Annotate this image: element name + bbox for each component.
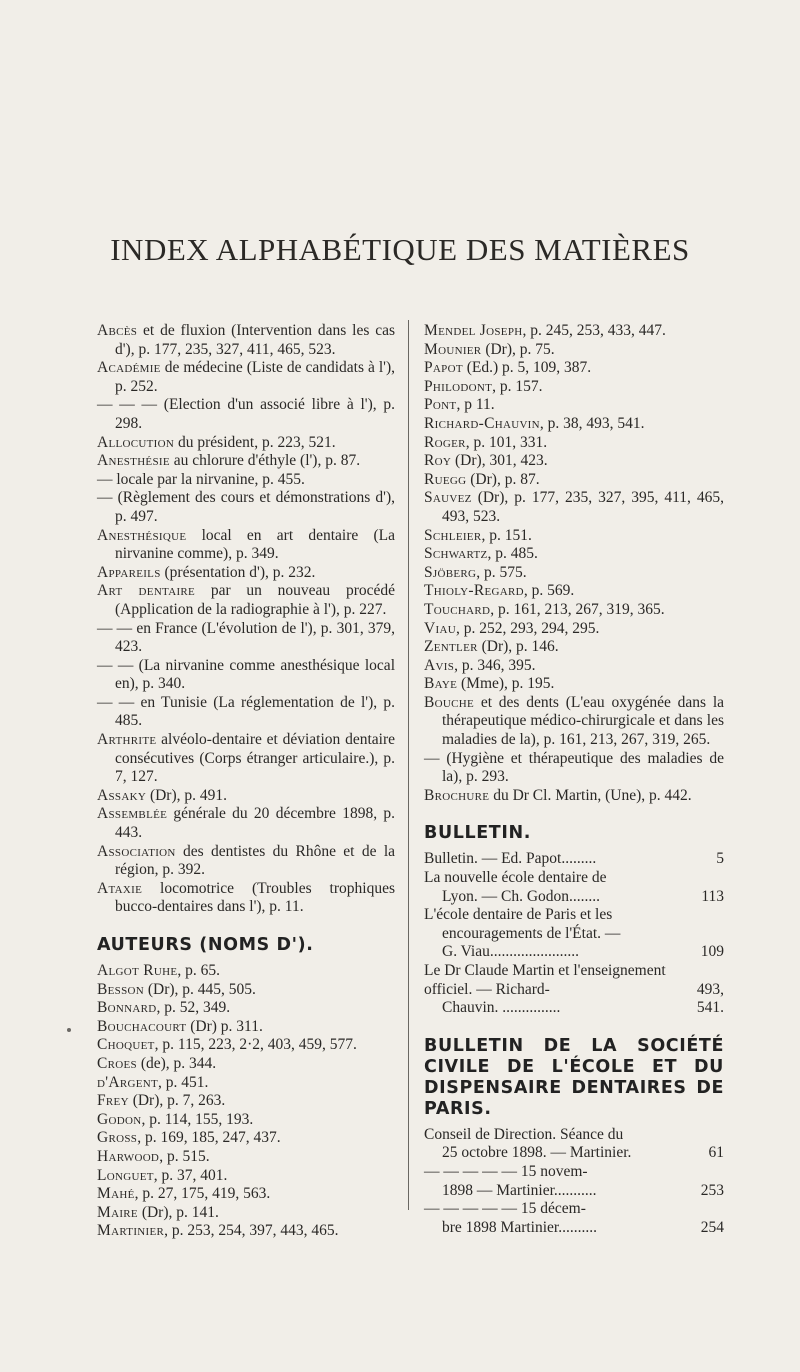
- index-entry: [97, 564, 395, 583]
- index-entry: [97, 981, 395, 1000]
- index-entry: [97, 322, 395, 359]
- entry-text: local en art dentaire (La nirvanine comme), p. 349.: [115, 526, 395, 563]
- entry-keyword: d'Argent: [97, 1073, 158, 1091]
- entry-text: , p. 27, 175, 419, 563.: [134, 1185, 271, 1203]
- entry-text: , p. 515.: [159, 1147, 210, 1165]
- entry-text: , p. 245, 253, 433, 447.: [522, 322, 666, 339]
- left-column: [97, 322, 395, 1241]
- entry-text: et des dents (L'eau oxygénée dans la thérapeutique médico-chirurgicale et dans les maladies de la), p. 161, 213, 267, 319, 265.: [442, 693, 724, 749]
- index-entry: [97, 471, 395, 490]
- page-title: INDEX ALPHABÉTIQUE DES MATIÈRES: [110, 232, 690, 267]
- entry-text: (Dr), p. 87.: [466, 470, 540, 488]
- section-heading-societe: BULLETIN DE LA SOCIÉTÉ CIVILE DE L'ÉCOLE ET DU DISPENSAIRE DENTAIRES DE PARIS.: [424, 1035, 724, 1119]
- entry-keyword: Ruegg: [424, 470, 467, 488]
- index-entry: [97, 843, 395, 880]
- entry-text: , p. 115, 223, 2·2, 403, 459, 577.: [154, 1036, 357, 1054]
- toc-page: 113: [701, 887, 724, 905]
- index-entry: [97, 1036, 395, 1055]
- index-entry: [424, 527, 724, 546]
- index-entry: [424, 694, 724, 750]
- entry-text: (Dr), 301, 423.: [451, 452, 548, 470]
- entry-text: alvéolo-dentaire et déviation dentaire consécutives (Corps étranger articulaire.), p. 7, 127.: [115, 731, 395, 786]
- toc-page: 109: [700, 943, 724, 961]
- entry-keyword: Choquet: [97, 1036, 155, 1054]
- entry-keyword: Sauvez: [424, 489, 472, 507]
- entry-keyword: Gross: [97, 1129, 138, 1147]
- toc-line: Bulletin. — Ed. Papot.........: [424, 850, 597, 868]
- entry-keyword: Abcès: [97, 322, 138, 339]
- entry-keyword: Anesthésie: [97, 452, 170, 470]
- entry-text: (Dr), p. 177, 235, 327, 395, 411, 465, 493, 523.: [442, 489, 724, 525]
- auteurs-list: [97, 962, 395, 1241]
- entry-text: , p. 253, 254, 397, 443, 465.: [164, 1222, 339, 1240]
- entry-text: , p. 169, 185, 247, 437.: [137, 1129, 281, 1147]
- index-entry: [424, 582, 724, 601]
- index-entry: [97, 1074, 395, 1093]
- entry-text: , p. 38, 493, 541.: [539, 414, 645, 432]
- entry-keyword: Assemblée: [97, 805, 168, 823]
- index-entry: [97, 1185, 395, 1204]
- index-entry: [424, 787, 724, 806]
- index-entry: [424, 471, 724, 490]
- index-entry: [424, 750, 724, 787]
- entry-keyword: Touchard: [424, 600, 491, 618]
- index-entry: [424, 359, 724, 378]
- entry-keyword: Sjöberg: [424, 563, 477, 581]
- entry-keyword: Roger: [424, 433, 466, 451]
- entry-keyword: Mounier: [424, 340, 482, 358]
- entry-keyword: Appareils: [97, 563, 161, 581]
- index-entry: [424, 489, 724, 526]
- entry-keyword: Allocution: [97, 433, 175, 451]
- entry-text: — — en Tunisie (La réglementation de l'), p. 485.: [97, 693, 395, 730]
- index-entry: [97, 999, 395, 1018]
- entry-keyword: Besson: [97, 980, 144, 998]
- toc-line: encouragements de l'État. —: [442, 924, 621, 942]
- toc-line: L'école dentaire de Paris et les: [424, 906, 613, 924]
- index-entry: [97, 880, 395, 917]
- toc-line: Conseil de Direction. Séance du: [424, 1125, 624, 1143]
- index-entry: [97, 1055, 395, 1074]
- entry-text: , p. 451.: [158, 1073, 209, 1091]
- entry-text: (Dr), p. 445, 505.: [143, 980, 256, 998]
- entry-keyword: Assaky: [97, 786, 147, 804]
- entry-keyword: Martinier: [97, 1222, 165, 1240]
- toc-entry: [424, 906, 724, 962]
- index-entry: [97, 1018, 395, 1037]
- entry-text: du président, p. 223, 521.: [174, 433, 336, 451]
- entry-text: (Dr), p. 75.: [481, 340, 555, 358]
- index-entry: [97, 489, 395, 526]
- entry-keyword: Baye: [424, 675, 458, 693]
- entry-keyword: Anesthésique: [97, 526, 187, 544]
- entry-text: — — — (Election d'un associé libre à l'), p. 298.: [97, 396, 395, 432]
- index-entry: [97, 1148, 395, 1167]
- toc-line: 1898 — Martinier...........: [442, 1181, 597, 1199]
- toc-page: 254: [700, 1218, 724, 1236]
- entry-keyword: Brochure: [424, 786, 490, 804]
- right-column: [424, 322, 724, 1237]
- index-entry: [424, 620, 724, 639]
- index-entry: [424, 452, 724, 471]
- toc-entry: [424, 1200, 724, 1237]
- entry-keyword: Association: [97, 842, 176, 860]
- index-entry: [97, 694, 395, 731]
- entry-keyword: Longuet: [97, 1166, 154, 1184]
- entry-keyword: Zentler: [424, 638, 478, 656]
- entry-text: — locale par la nirvanine, p. 455.: [97, 470, 305, 488]
- index-entry: [97, 434, 395, 453]
- entry-keyword: Arthrite: [97, 731, 157, 749]
- toc-entry: [424, 869, 724, 906]
- entry-text: et de fluxion (Intervention dans les cas d'), p. 177, 235, 327, 411, 465, 523.: [115, 322, 395, 358]
- index-entry: [97, 396, 395, 433]
- entry-keyword: Frey: [97, 1092, 129, 1110]
- index-entry: [424, 564, 724, 583]
- entry-text: au chlorure d'éthyle (l'), p. 87.: [169, 452, 361, 470]
- entry-keyword: Mahé: [97, 1185, 135, 1203]
- index-entry: [424, 434, 724, 453]
- entry-keyword: Papot: [424, 359, 463, 377]
- toc-entry: [424, 962, 724, 1018]
- entry-keyword: Viau: [424, 619, 456, 637]
- entry-text: — (Règlement des cours et démonstrations d'), p. 497.: [97, 489, 395, 525]
- index-entry: [424, 601, 724, 620]
- entry-keyword: Harwood: [97, 1147, 160, 1165]
- entry-text: (Dr) p. 311.: [186, 1017, 263, 1035]
- index-entry: [97, 1092, 395, 1111]
- toc-line: — — — — — 15 novem-: [424, 1162, 588, 1180]
- entry-text: , p. 575.: [476, 563, 527, 581]
- entry-text: , p. 252, 293, 294, 295.: [455, 619, 600, 637]
- entry-text: (présentation d'), p. 232.: [160, 563, 316, 581]
- entry-keyword: Roy: [424, 452, 452, 470]
- entry-text: , p. 346, 395.: [454, 656, 536, 674]
- index-entry: [97, 1129, 395, 1148]
- entry-text: , p. 114, 155, 193.: [141, 1110, 254, 1128]
- margin-speck: [67, 1028, 71, 1032]
- index-entry: [97, 1167, 395, 1186]
- entry-text: , p. 52, 349.: [156, 999, 231, 1017]
- toc-line: Chauvin. ...............: [442, 999, 561, 1017]
- index-entry: [97, 805, 395, 842]
- entry-text: générale du 20 décembre 1898, p. 443.: [115, 805, 395, 842]
- societe-list: [424, 1126, 724, 1238]
- entry-text: , p. 65.: [177, 962, 220, 979]
- entry-text: , p 11.: [456, 396, 495, 414]
- section-heading-auteurs: AUTEURS (NOMS D').: [97, 935, 314, 955]
- index-entry: [424, 396, 724, 415]
- entry-text: , p. 485.: [487, 545, 538, 563]
- entry-keyword: Avis: [424, 656, 455, 674]
- entry-text: — (Hygiène et thérapeutique des maladies de la), p. 293.: [424, 749, 724, 786]
- entry-keyword: Croes: [97, 1054, 137, 1072]
- entry-text: par un nouveau procédé (Application de la radiographie à l'), p. 227.: [115, 582, 395, 618]
- index-entry: [97, 620, 395, 657]
- index-entry: [424, 638, 724, 657]
- entry-text: des dentistes du Rhône et de la région, p. 392.: [115, 842, 395, 879]
- entry-keyword: Ataxie: [97, 879, 143, 897]
- entry-text: — — (La nirvanine comme anesthésique local en), p. 340.: [97, 656, 395, 693]
- toc-page: 253: [700, 1181, 724, 1199]
- entry-keyword: Académie: [97, 359, 161, 377]
- toc-entry: [424, 1163, 724, 1200]
- index-entry: [424, 378, 724, 397]
- toc-page: 493, 541.: [696, 980, 724, 1017]
- entry-text: , p. 569.: [523, 582, 575, 600]
- entry-keyword: Schwartz: [424, 545, 488, 563]
- entry-keyword: Philodont: [424, 377, 493, 395]
- toc-line: G. Viau.......................: [442, 943, 579, 961]
- entry-text: du Dr Cl. Martin, (Une), p. 442.: [489, 786, 692, 804]
- entry-keyword: Art dentaire: [97, 582, 196, 600]
- index-entry: [424, 415, 724, 434]
- entry-keyword: Algot Ruhe: [97, 962, 178, 979]
- index-entry: [97, 527, 395, 564]
- bulletin-list: [424, 850, 724, 1017]
- toc-line: Le Dr Claude Martin et l'enseignement officiel. — Richard-: [424, 962, 666, 998]
- entry-text: (Dr), p. 7, 263.: [128, 1092, 226, 1110]
- index-entry: [424, 322, 724, 341]
- index-entry: [97, 787, 395, 806]
- toc-entry: [424, 1126, 724, 1163]
- toc-line: — — — — — 15 décem-: [424, 1200, 586, 1218]
- toc-line: 25 octobre 1898. — Martinier.: [442, 1144, 632, 1162]
- entry-text: de médecine (Liste de candidats à l'), p. 252.: [115, 359, 395, 395]
- index-entry: [97, 1222, 395, 1241]
- index-entry: [97, 657, 395, 694]
- toc-page: 61: [708, 1144, 724, 1162]
- entry-keyword: Maire: [97, 1203, 138, 1221]
- index-entry: [424, 675, 724, 694]
- index-entry: [97, 452, 395, 471]
- index-entry: [424, 657, 724, 676]
- entry-text: (Mme), p. 195.: [457, 675, 555, 693]
- index-entry: [424, 545, 724, 564]
- entry-text: , p. 151.: [481, 526, 532, 544]
- toc-line: Lyon. — Ch. Godon........: [442, 887, 601, 905]
- toc-page: 5: [716, 850, 724, 868]
- index-entry: [97, 582, 395, 619]
- entry-text: (Ed.) p. 5, 109, 387.: [462, 359, 592, 377]
- index-entry: [97, 359, 395, 396]
- entry-keyword: Thioly-Regard: [424, 582, 524, 600]
- index-entries-left: [97, 322, 395, 917]
- index-entry: [97, 1204, 395, 1223]
- toc-entry: [424, 850, 724, 869]
- entry-text: , p. 161, 213, 267, 319, 365.: [490, 600, 665, 618]
- entry-text: (Dr), p. 141.: [137, 1203, 219, 1221]
- entry-keyword: Bouche: [424, 693, 475, 711]
- entry-keyword: Richard-Chauvin: [424, 414, 540, 432]
- entry-text: (de), p. 344.: [136, 1054, 217, 1072]
- entry-keyword: Bouchacourt: [97, 1017, 187, 1035]
- index-entry: [97, 1111, 395, 1130]
- entry-keyword: Schleier: [424, 526, 482, 544]
- column-divider: [408, 320, 409, 1210]
- index-entries-right: [424, 322, 724, 805]
- section-heading-bulletin: BULLETIN.: [424, 823, 531, 844]
- entry-keyword: Mendel Joseph: [424, 322, 523, 339]
- entry-text: locomotrice (Troubles trophiques bucco-dentaires dans l'), p. 11.: [115, 879, 395, 916]
- entry-text: , p. 157.: [492, 377, 543, 395]
- entry-text: (Dr), p. 491.: [146, 786, 227, 804]
- entry-keyword: Godon: [97, 1110, 142, 1128]
- index-entry: [97, 962, 395, 981]
- entry-keyword: Bonnard: [97, 999, 157, 1017]
- entry-text: — — en France (L'évolution de l'), p. 301, 379, 423.: [97, 619, 395, 656]
- entry-text: , p. 101, 331.: [465, 433, 548, 451]
- toc-line: La nouvelle école dentaire de: [424, 869, 607, 887]
- entry-text: (Dr), p. 146.: [477, 638, 559, 656]
- entry-text: , p. 37, 401.: [153, 1166, 228, 1184]
- index-entry: [424, 341, 724, 360]
- index-entry: [97, 731, 395, 787]
- toc-line: bre 1898 Martinier..........: [442, 1218, 597, 1236]
- entry-keyword: Pont: [424, 396, 457, 414]
